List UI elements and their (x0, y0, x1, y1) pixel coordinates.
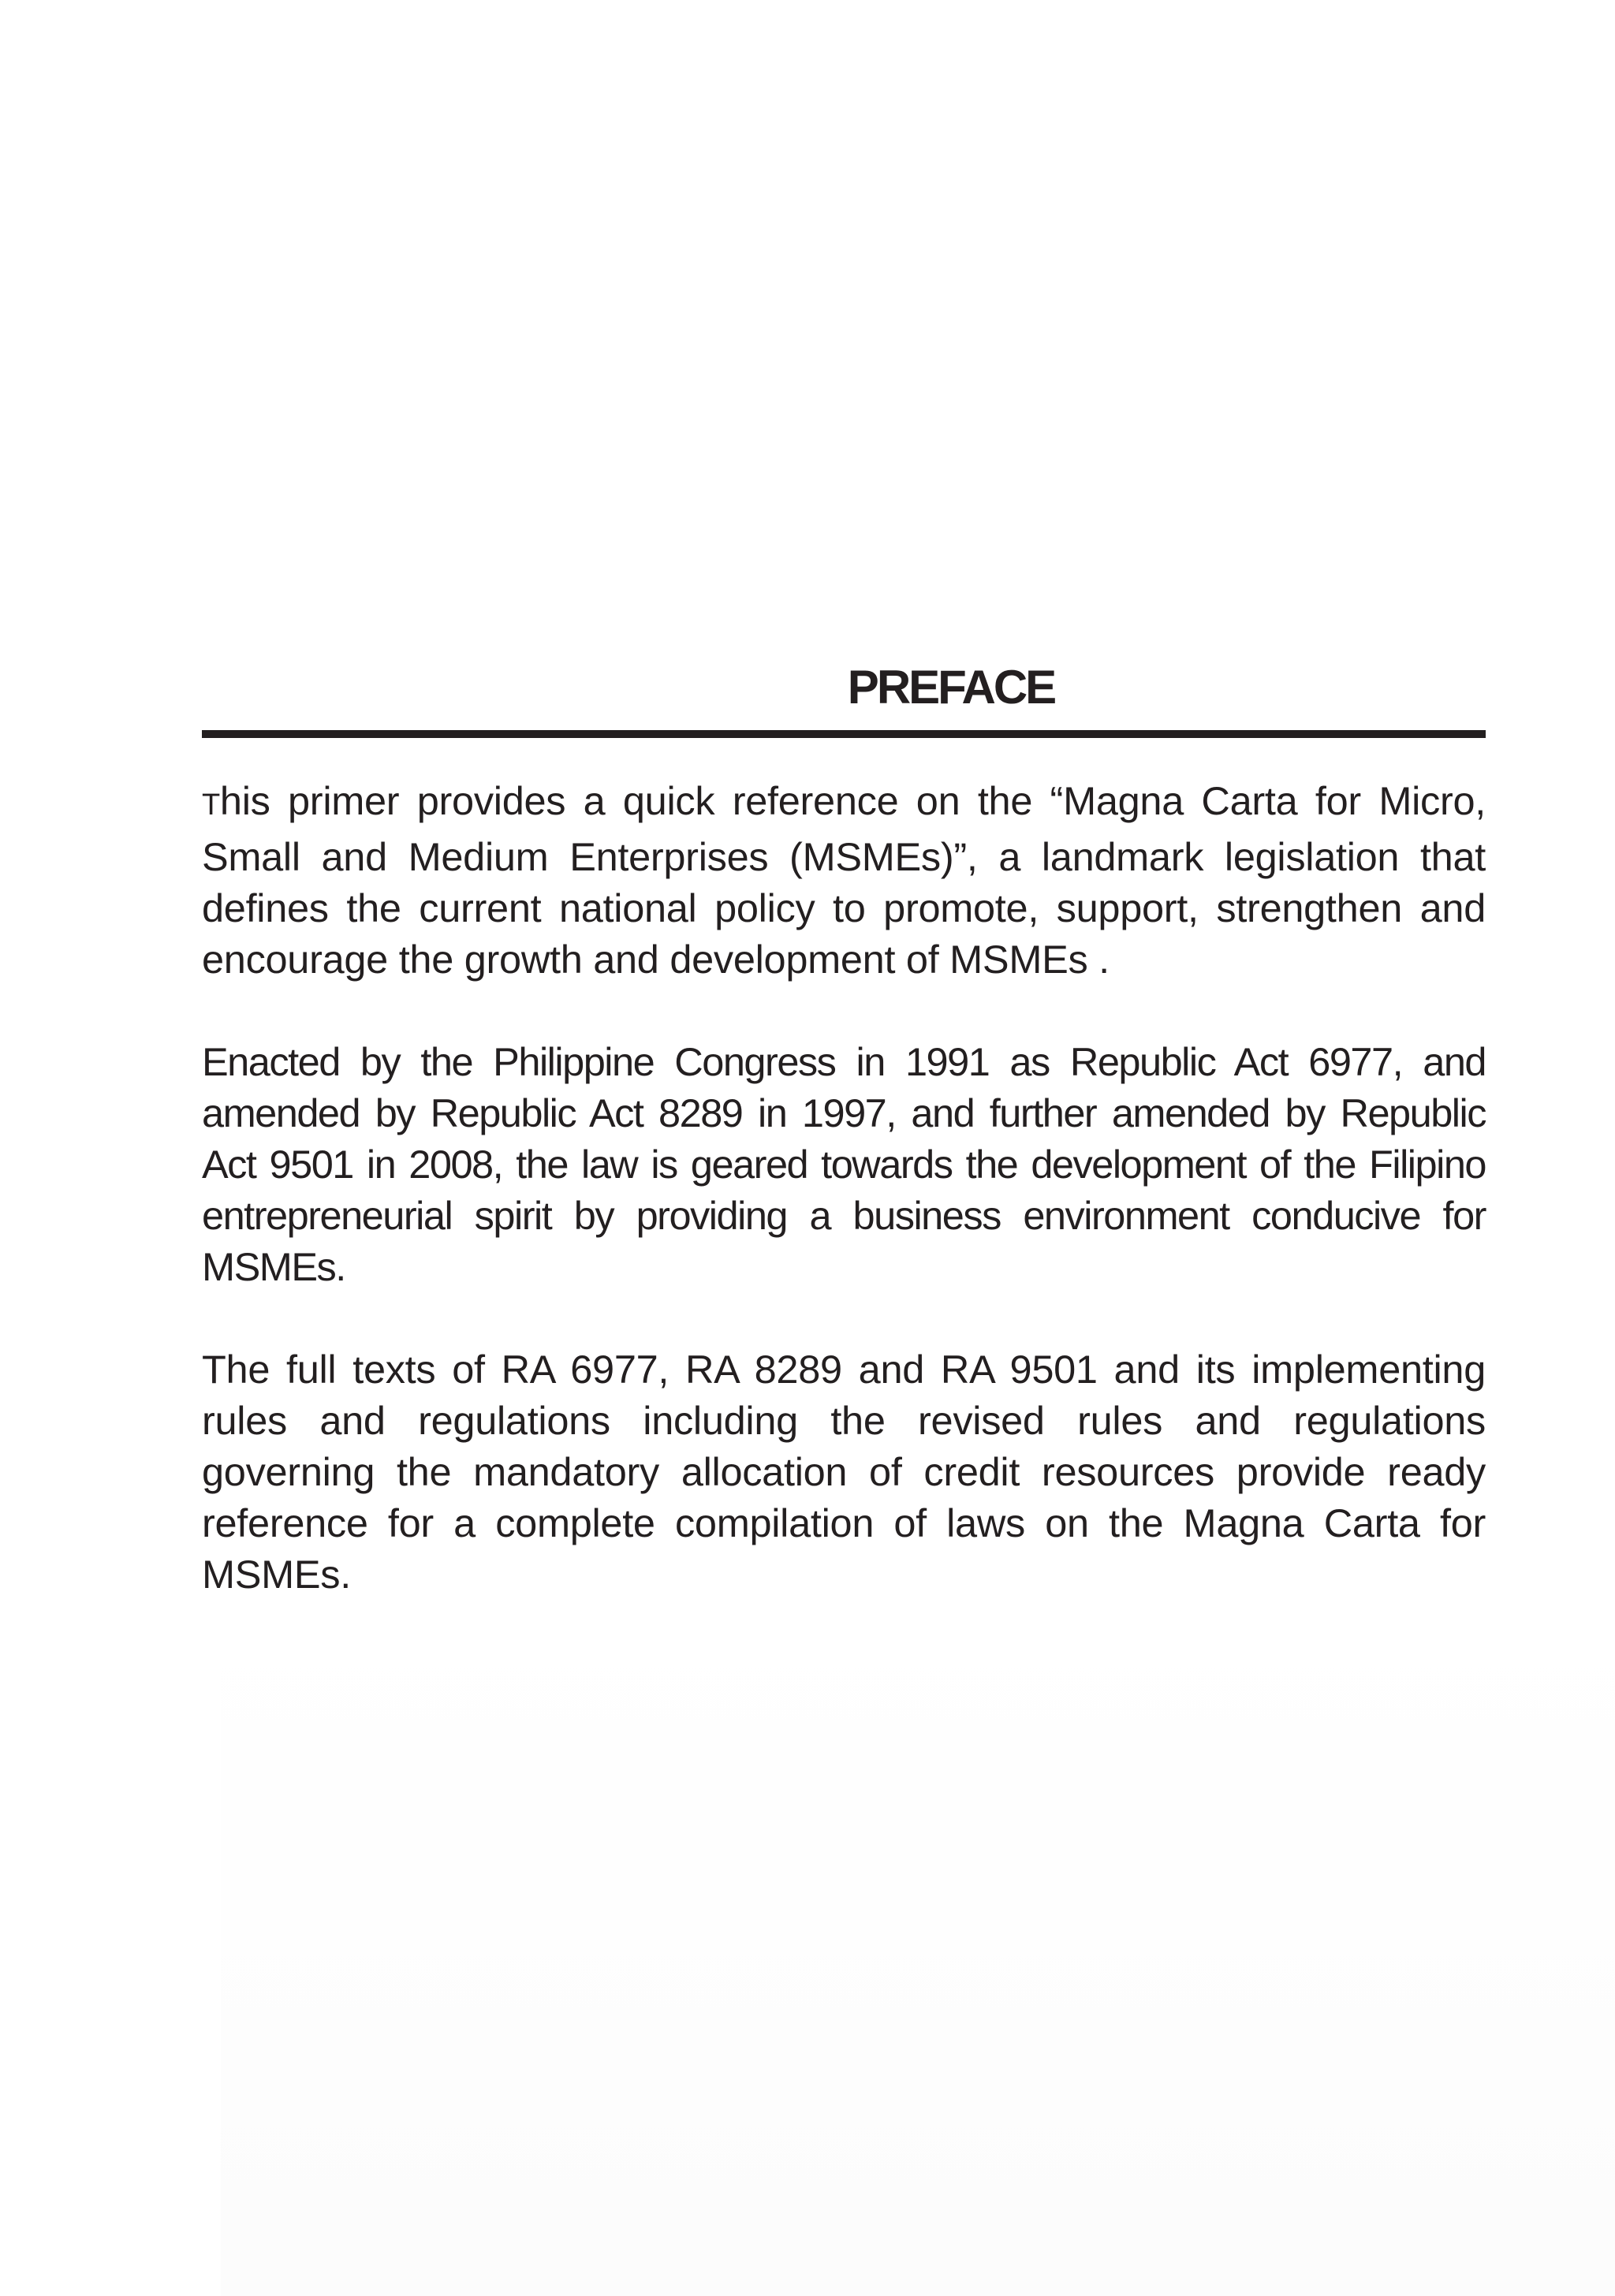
preface-body (202, 775, 1486, 1600)
paragraph-1-initial: T (202, 788, 220, 822)
page-title: PREFACE (847, 661, 1055, 714)
paragraph-1 (202, 775, 1486, 985)
preface-section (202, 662, 1486, 1600)
page-shading (221, 1608, 1615, 2296)
paragraph-2: Enacted by the Philippine Congress in 1991 as Republic Act 6977, and amended by Republic Act 8289 in 1997, and further amended by Republic Act 9501 in 2008, the law is geared towards the development of the Filipino entrepreneurial spirit by providing a business environment conducive for MSMEs. (202, 1039, 1486, 1289)
paragraph-1-text: his primer provides a quick reference on the “Magna Carta for Micro, Small and Medium Enterprises (MSMEs)”, a landmark legislation that defines the current national policy to promote, support, strengthen and encourage the growth and development of MSMEs . (202, 778, 1486, 982)
title-underline (202, 730, 1486, 738)
paragraph-3: The full texts of RA 6977, RA 8289 and RA 9501 and its implementing rules and regulations including the revised rules and regulations governing the mandatory allocation of credit resources provide ready reference for a complete compilation of laws on the Magna Carta for MSMEs. (202, 1347, 1486, 1597)
